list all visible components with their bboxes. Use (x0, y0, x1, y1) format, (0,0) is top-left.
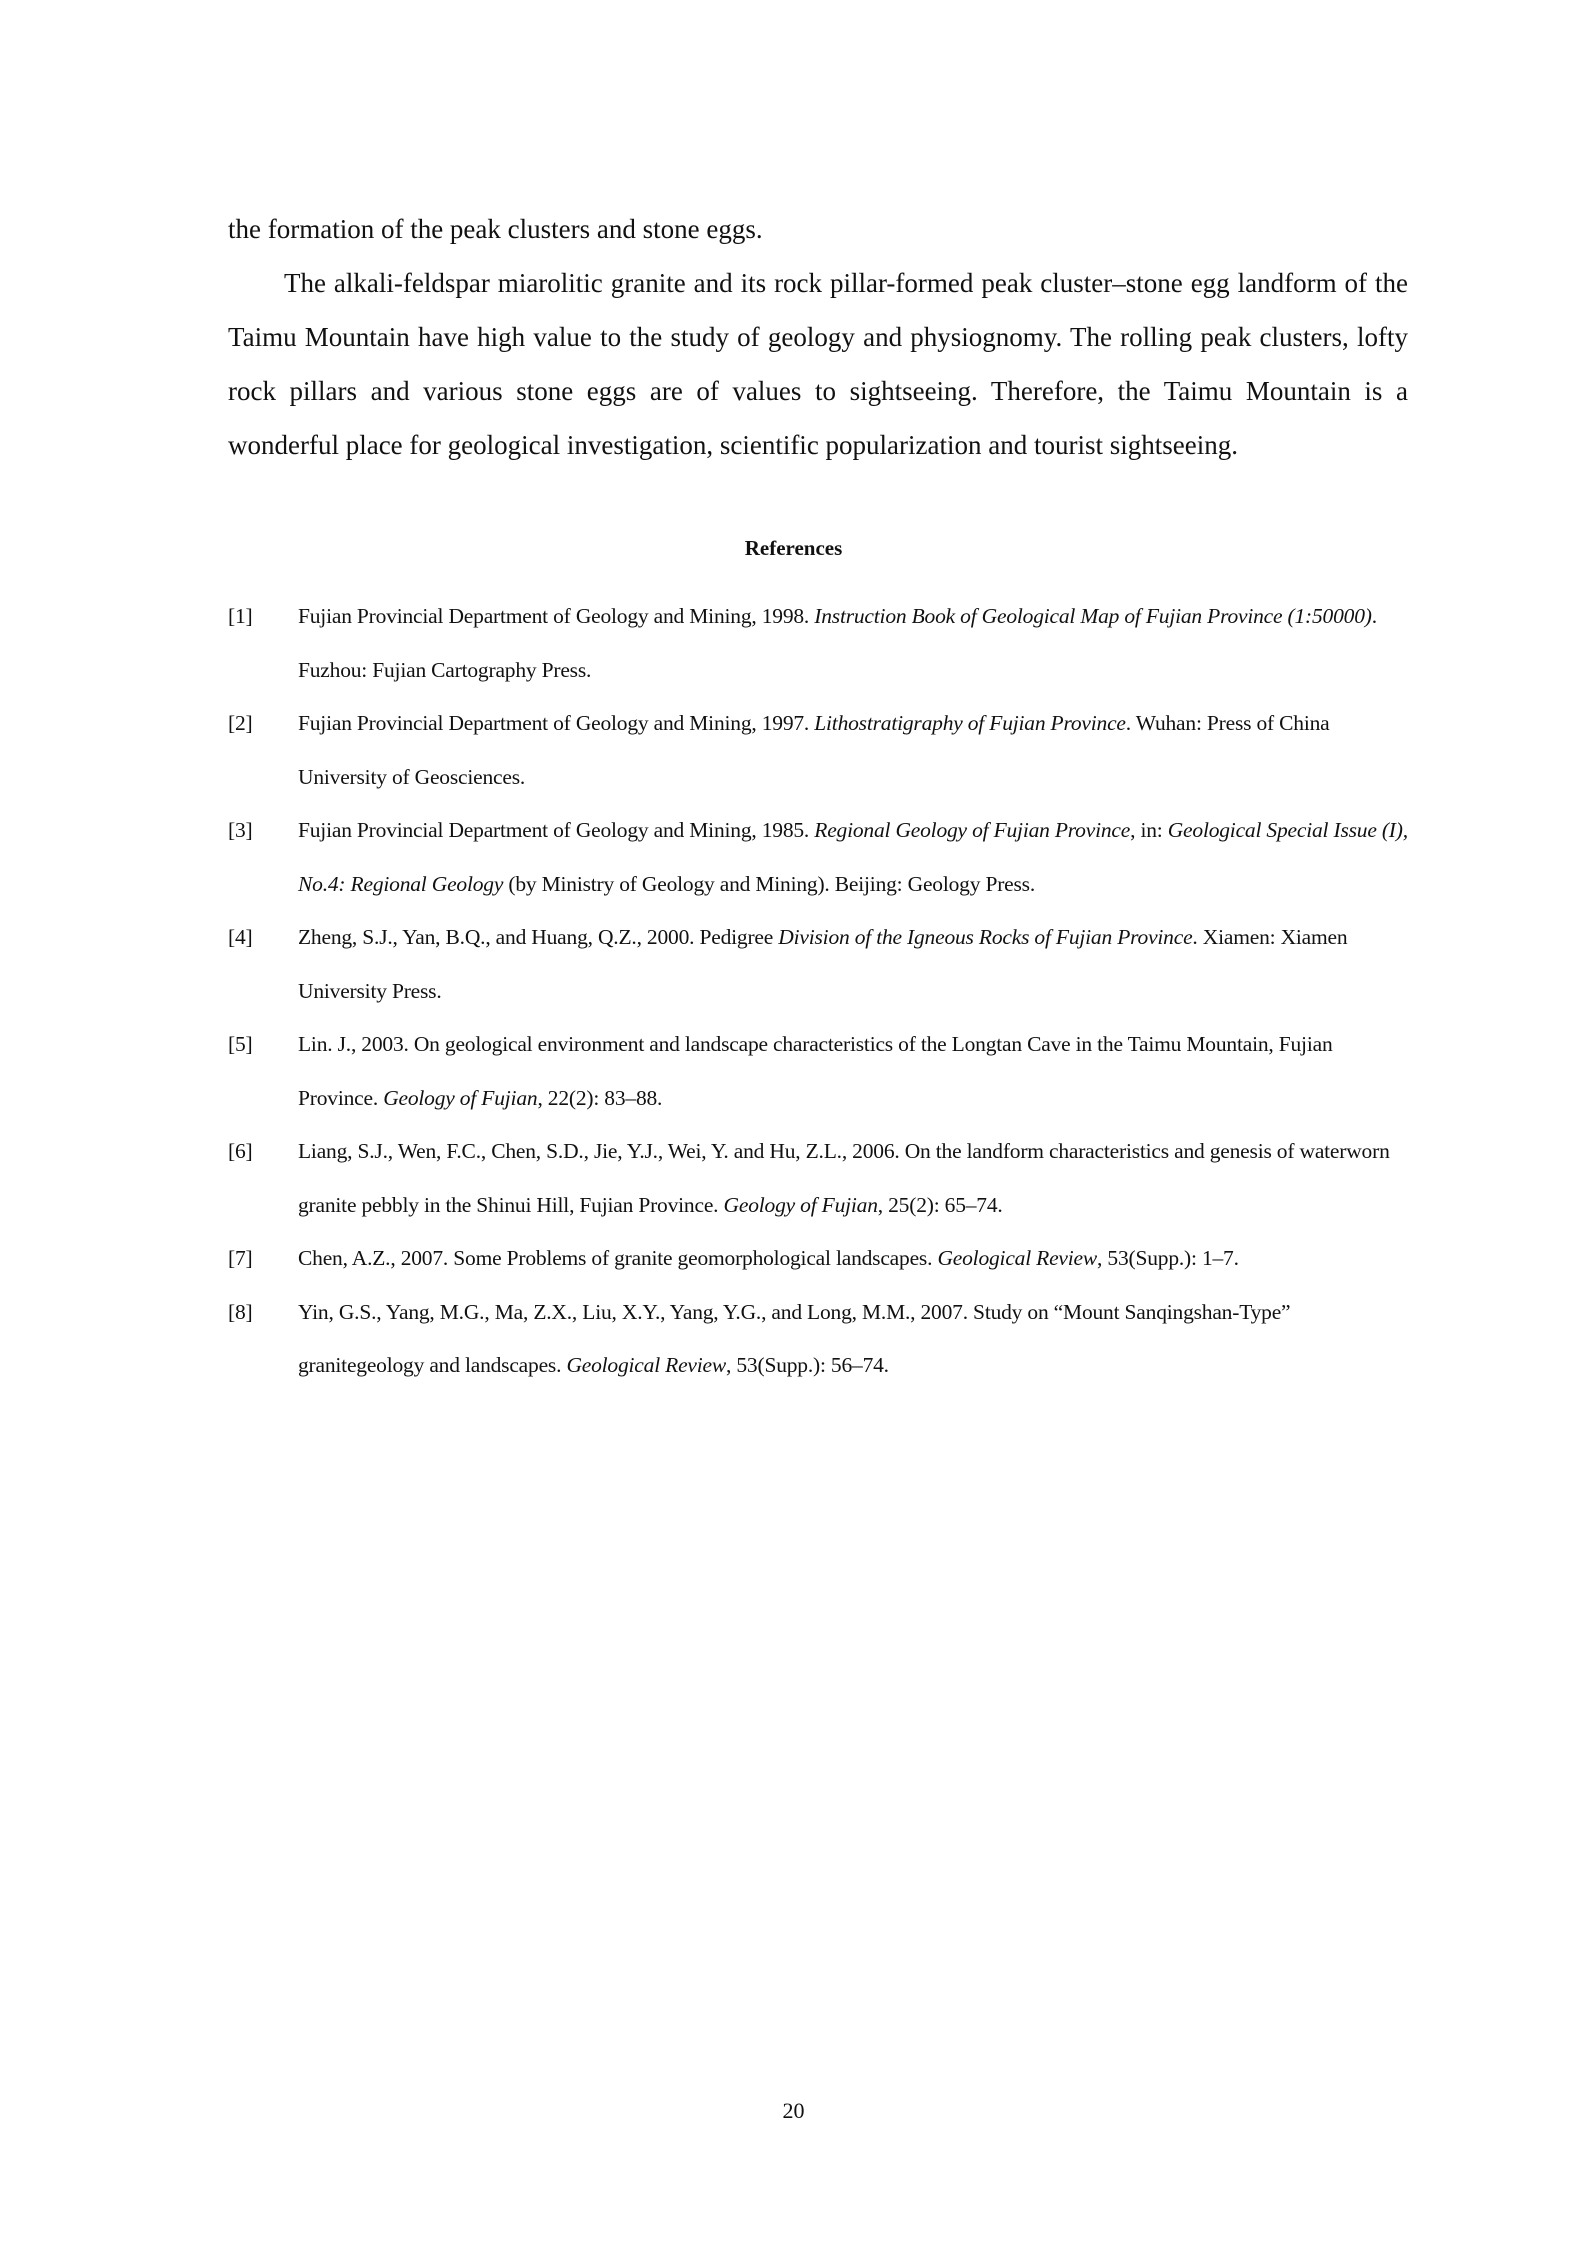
reference-item (228, 1286, 1410, 1393)
reference-item (228, 1232, 1410, 1286)
reference-journal: Geology of Fujian (723, 1192, 878, 1217)
reference-title: Instruction Book of Geological Map of Fujian Province (1:50000) (814, 604, 1372, 628)
reference-series: Geological Special Issue (I), No.4: Regional Geology (298, 818, 1408, 896)
reference-title: Division of the Igneous Rocks of Fujian Province (778, 925, 1193, 949)
reference-title: Lithostratigraphy of Fujian Province (814, 711, 1126, 735)
body-text (228, 202, 1408, 472)
paragraph-conclusion: The alkali-feldspar miarolitic granite and its rock pillar-formed peak cluster–stone egg landform of the Taimu Mountain have high value to the study of geology and physiognomy. The rolling peak clusters, lofty rock pillars and various stone eggs are of values to sightseeing. Therefore, the Taimu Mountain is a wonderful place for geological investigation, scientific popularization and tourist sightseeing. (228, 268, 1408, 460)
reference-list (228, 590, 1410, 1393)
reference-number: [6] (228, 1139, 253, 1163)
reference-text: Lin. J., 2003. On geological environment and landscape characteristics of the Longtan Cave in the Taimu Mountain, Fujian Province. Geology of Fujian, 22(2): 83–88. (298, 1032, 1333, 1110)
reference-item (228, 1125, 1410, 1232)
reference-journal: Geological Review (937, 1246, 1098, 1270)
reference-number: [8] (228, 1299, 253, 1324)
reference-journal: Geological Review (566, 1353, 727, 1377)
reference-item (228, 697, 1410, 804)
paragraph-continuation: the formation of the peak clusters and stone eggs. (228, 214, 763, 244)
reference-number: [5] (228, 1032, 253, 1056)
reference-number: [7] (228, 1246, 253, 1270)
reference-number: [4] (228, 925, 253, 949)
reference-title: Regional Geology of Fujian Province (814, 818, 1131, 842)
reference-text: Yin, G.S., Yang, M.G., Ma, Z.X., Liu, X.Y., Yang, Y.G., and Long, M.M., 2007. Study on “Mount Sanqingshan-Type” granitegeology and landscapes. Geological Review, 53(Supp.): 56–74. (298, 1299, 1291, 1377)
reference-text: Fujian Provincial Department of Geology and Mining, 1997. Lithostratigraphy of Fujian Province. Wuhan: Press of China University of Geosciences. (298, 711, 1330, 789)
reference-item (228, 911, 1410, 1018)
reference-number: [2] (228, 711, 253, 735)
reference-item (228, 590, 1410, 697)
reference-text: Liang, S.J., Wen, F.C., Chen, S.D., Jie, Y.J., Wei, Y. and Hu, Z.L., 2006. On the landform characteristics and genesis of waterworn granite pebbly in the Shinui Hill, Fujian Province. Geology of Fujian, 25(2): 65–74. (298, 1139, 1390, 1217)
references-heading: References (744, 536, 843, 560)
reference-item (228, 804, 1410, 911)
reference-text: Fujian Provincial Department of Geology and Mining, 1985. Regional Geology of Fujian Province, in: Geological Special Issue (I), No.4: Regional Geology (by Ministry of Geology and Mining). Beijing: Geology Press. (298, 818, 1408, 896)
reference-number: [1] (228, 604, 253, 628)
page-number: 20 (782, 2098, 805, 2123)
reference-number: [3] (228, 818, 253, 842)
reference-text: Fujian Provincial Department of Geology and Mining, 1998. Instruction Book of Geological Map of Fujian Province (1:50000). Fuzhou: Fujian Cartography Press. (298, 604, 1377, 682)
reference-journal: Geology of Fujian (383, 1085, 538, 1110)
reference-item (228, 1018, 1410, 1125)
reference-text: Chen, A.Z., 2007. Some Problems of granite geomorphological landscapes. Geological Review, 53(Supp.): 1–7. (298, 1246, 1239, 1270)
reference-text: Zheng, S.J., Yan, B.Q., and Huang, Q.Z., 2000. Pedigree Division of the Igneous Rocks of Fujian Province. Xiamen: Xiamen University Press. (298, 925, 1348, 1003)
